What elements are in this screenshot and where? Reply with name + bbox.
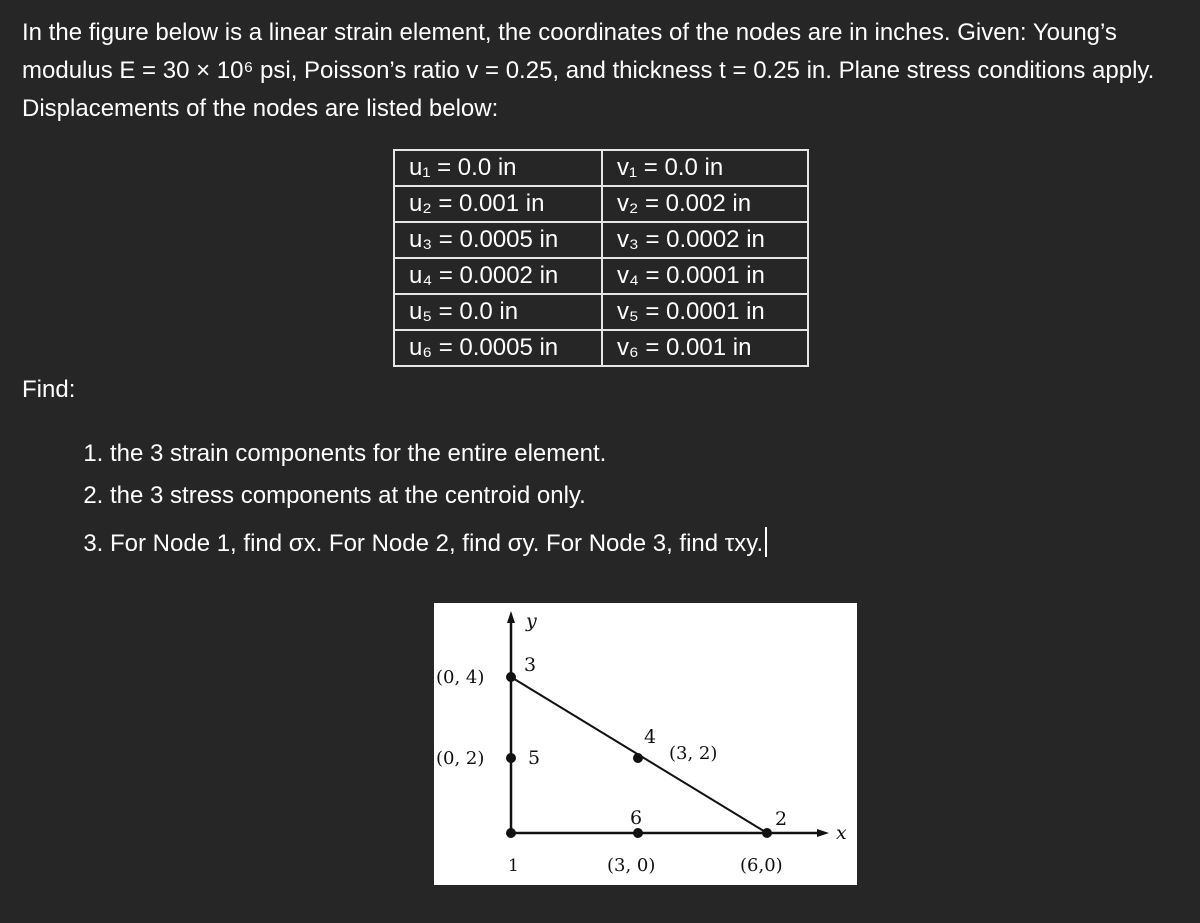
u-displacement: u₆ = 0.0005 in [394,330,602,366]
node-6-coord: (3, 0) [607,855,656,876]
find-label: Find: [22,376,76,403]
node-2-dot [762,828,772,838]
node-1-dot [506,828,516,838]
y-axis-label: y [526,610,537,632]
node-5-coord: (0, 2) [436,748,485,769]
table-row [394,258,808,294]
table-row [394,330,808,366]
v-displacement: v₁ = 0.0 in [602,150,808,186]
u-displacement: u₃ = 0.0005 in [394,222,602,258]
node-1-label: 1 [508,856,519,876]
v-displacement: v₂ = 0.002 in [602,186,808,222]
text-cursor [765,527,767,557]
node-3-coord: (0, 4) [436,667,485,688]
task-text: the 3 stress components at the centroid only. [110,482,586,509]
u-displacement: u₅ = 0.0 in [394,294,602,330]
node-4-dot [633,753,643,763]
u-displacement: u₄ = 0.0002 in [394,258,602,294]
task-list [62,433,1010,565]
node-3-label: 3 [524,654,537,676]
table-row [394,222,808,258]
table-row [394,150,808,186]
table-row [394,186,808,222]
element-figure [434,603,857,885]
node-6-dot [633,828,643,838]
node-6-label: 6 [630,807,643,829]
problem-intro: In the figure below is a linear strain element, the coordinates of the nodes are in inches. Given: Young’s modulus E = 30 × 10⁶ psi, Poisson’s ratio v = 0.25, and thickness t = 0.25 in. Plane stress conditions apply. Displacements of the nodes are listed below: [22,19,1155,122]
u-displacement: u₂ = 0.001 in [394,186,602,222]
displacement-table [393,149,809,367]
node-4-coord: (3, 2) [669,743,718,764]
x-axis-arrow-icon [817,829,829,837]
node-5-dot [506,753,516,763]
node-5-label: 5 [528,747,541,769]
list-item [110,523,1010,565]
y-axis-arrow-icon [507,611,515,623]
task-text: the 3 strain components for the entire element. [110,440,607,467]
list-item [110,433,1010,475]
task-text: For Node 1, find σx. For Node 2, find σy. For Node 3, find τxy. [110,530,764,557]
element-diagram [434,603,857,885]
v-displacement: v₃ = 0.0002 in [602,222,808,258]
node-2-coord: (6,0) [740,855,783,876]
list-item [110,475,1010,517]
v-displacement: v₅ = 0.0001 in [602,294,808,330]
v-displacement: v₆ = 0.001 in [602,330,808,366]
v-displacement: v₄ = 0.0001 in [602,258,808,294]
x-axis-label: x [836,822,847,844]
node-4-label: 4 [644,726,657,748]
node-2-label: 2 [775,808,788,830]
u-displacement: u₁ = 0.0 in [394,150,602,186]
table-row [394,294,808,330]
node-3-dot [506,672,516,682]
